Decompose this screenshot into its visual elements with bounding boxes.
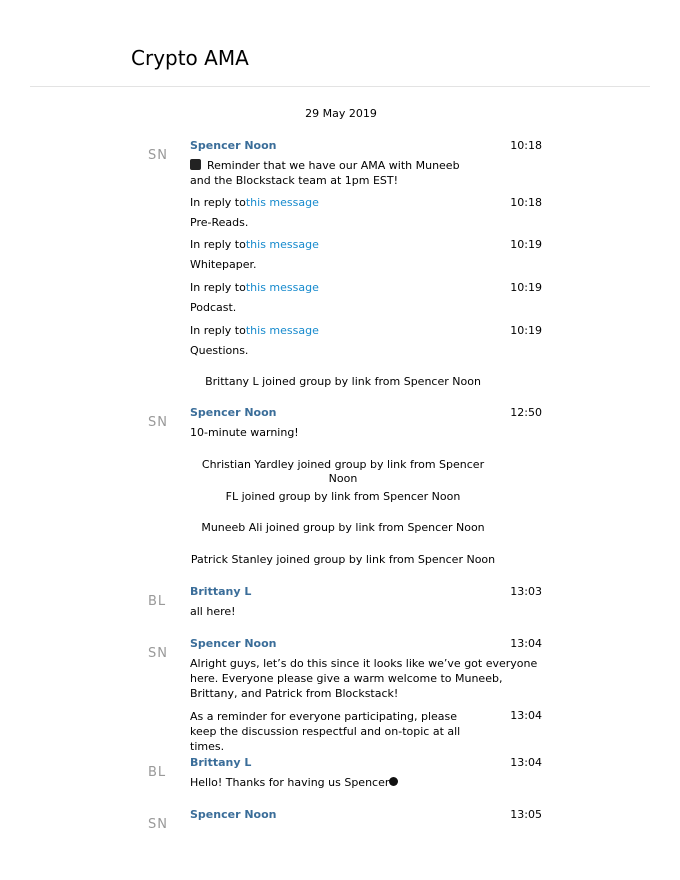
page-title: Crypto AMA <box>131 46 249 70</box>
message-text: As a reminder for everyone participating, please keep the discussion respectful and on-topic at all times. <box>190 710 461 753</box>
message-sender[interactable]: Brittany L <box>190 756 252 769</box>
message-text: Pre-Reads. <box>190 216 249 229</box>
message <box>190 238 542 272</box>
service-message: Brittany L joined group by link from Spencer Noon <box>205 375 481 388</box>
message-text-content: Reminder that we have our AMA with Muneeb and the Blockstack team at 1pm EST! <box>190 159 460 187</box>
message <box>190 324 542 358</box>
message <box>190 709 542 754</box>
avatar: SN <box>148 817 168 832</box>
avatar: SN <box>148 646 168 661</box>
message-time: 13:04 <box>510 756 542 769</box>
message-text: Podcast. <box>190 301 237 314</box>
message <box>190 585 542 619</box>
message-text <box>190 775 542 790</box>
message-sender[interactable]: Brittany L <box>190 585 252 598</box>
black-square-icon <box>190 159 201 170</box>
message-time: 10:18 <box>510 196 542 209</box>
date-separator: 29 May 2019 <box>305 107 377 120</box>
avatar: BL <box>148 594 167 609</box>
message-text: all here! <box>190 605 236 618</box>
message-time: 13:03 <box>510 585 542 598</box>
message <box>190 281 542 315</box>
message-sender[interactable]: Spencer Noon <box>190 808 277 821</box>
avatar: SN <box>148 415 168 430</box>
message <box>190 637 542 701</box>
service-message: FL joined group by link from Spencer Noon <box>225 490 461 503</box>
message-time: 10:18 <box>510 139 542 152</box>
message-text: Questions. <box>190 344 249 357</box>
message-time: 13:05 <box>510 808 542 821</box>
avatar: BL <box>148 765 167 780</box>
message-time: 10:19 <box>510 324 542 337</box>
message <box>190 406 542 440</box>
message-sender[interactable]: Spencer Noon <box>190 637 277 650</box>
reply-link[interactable]: this message <box>245 281 319 294</box>
reply-link[interactable]: this message <box>245 196 319 209</box>
reply-header <box>190 281 542 295</box>
avatar: SN <box>148 148 168 163</box>
message-time: 12:50 <box>510 406 542 419</box>
message-text: Alright guys, let’s do this since it looks like we’ve got everyone here. Everyone please give a warm welcome to Muneeb, Brittany, and Patrick from Blockstack! <box>190 657 538 700</box>
message-text: Whitepaper. <box>190 258 257 271</box>
message-time: 13:04 <box>510 637 542 650</box>
black-circle-icon <box>389 777 398 786</box>
message-text: 10-minute warning! <box>190 426 299 439</box>
message-time: 10:19 <box>510 238 542 251</box>
message <box>190 756 542 790</box>
message <box>190 139 542 188</box>
message <box>190 808 542 827</box>
reply-prefix: In reply to <box>190 324 246 337</box>
message-sender[interactable]: Spencer Noon <box>190 406 277 419</box>
message-time: 13:04 <box>510 709 542 722</box>
service-message: Christian Yardley joined group by link from Spencer Noon <box>201 458 485 485</box>
message-text <box>190 158 542 188</box>
message-sender[interactable]: Spencer Noon <box>190 139 277 152</box>
reply-link[interactable]: this message <box>245 238 319 251</box>
reply-link[interactable]: this message <box>245 324 319 337</box>
reply-header <box>190 196 542 210</box>
reply-prefix: In reply to <box>190 281 246 294</box>
reply-prefix: In reply to <box>190 238 246 251</box>
service-message: Patrick Stanley joined group by link from Spencer Noon <box>190 553 496 566</box>
reply-prefix: In reply to <box>190 196 246 209</box>
service-message: Muneeb Ali joined group by link from Spencer Noon <box>201 521 485 534</box>
message-text-content: Hello! Thanks for having us Spencer <box>190 776 390 789</box>
message <box>190 196 542 230</box>
reply-header <box>190 324 542 338</box>
reply-header <box>190 238 542 252</box>
message-time: 10:19 <box>510 281 542 294</box>
